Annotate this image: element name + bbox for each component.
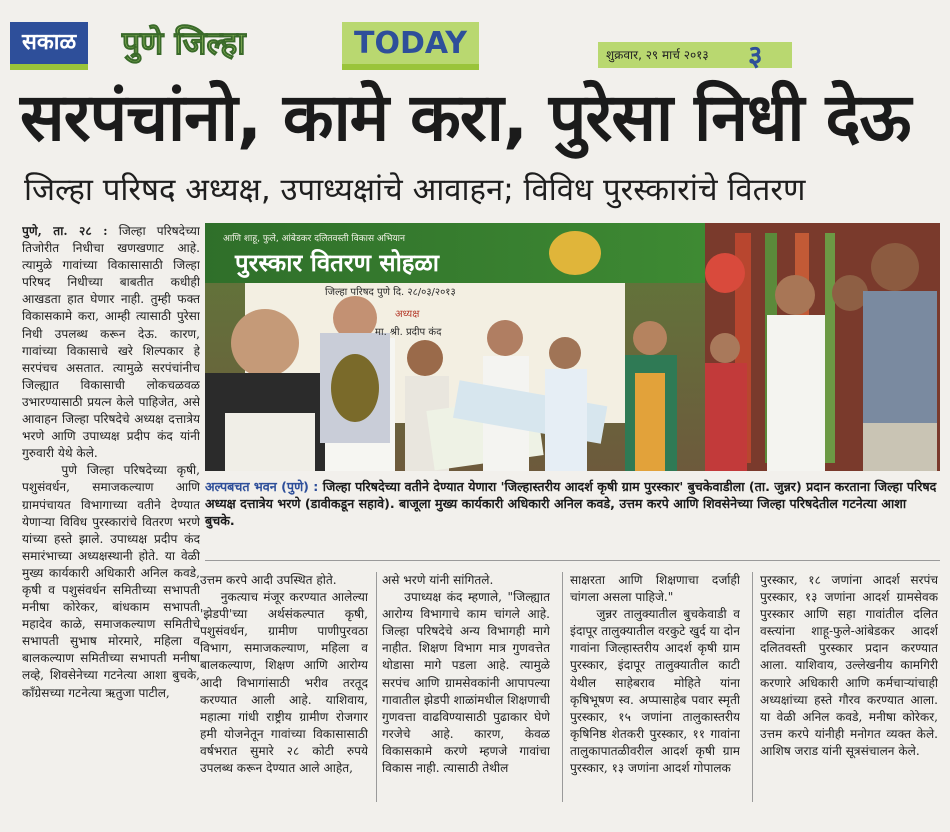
banner-chief-label: अध्यक्ष — [395, 309, 420, 320]
banner-chief-name: मा. श्री. प्रदीप कंद — [375, 327, 442, 338]
brand-logo: सकाळ — [10, 22, 88, 70]
article-column-1-text: जिल्हा परिषदेच्या तिजोरीत निधीचा खणखणाट आहे. त्यामुळे गावांच्या विकासासाठी जिल्हा परिषद निधीच्या बाबतीत कधीही आखडता हात घेणार नाही. तुम्ही फक्त विकासकामे करा, आम्ही त्यासाठी पुरेसा निधी उपलब्ध करून देऊ. कारण, गावांच्या विकासाचे खरे शिल्पकार हे सरपंचच असतात. त्यामुळे सरपंचांनीच जिल्ह्यात विकासाची लोकचळवळ उभारण्यासाठी प्रयत्न केले पाहिजेत, असे आवाहन जिल्हा परिषदेचे अध्यक्ष दत्तात्रेय भरणे आणि उपाध्यक्ष प्रदीप कंद यांनी गुरुवारी येथे केले. पुणे जिल्हा परिषदेच्या कृषी, पशुसंवर्धन, समाजकल्याण आणि ग्रामपंचायत विभागाच्या वतीने देण्यात येणाऱ्या विविध पुरस्कारांचे वितरण भरणे यांच्या हस्ते झाले. उपाध्यक्ष प्रदीप कंद समारंभाच्या अध्यक्षस्थानी होते. या वेळी मुख्य कार्यकारी अधिकारी अनिल कवडे, कृषी व पशुसंवर्धन समितीच्या सभापती मनीषा कोरेकर, बांधकाम सभापती महादेव काळे, समाजकल्याण समितीचे सभापती सुभाष मोरमारे, महिला व बालकल्याण समितीच्या सभापती मनीषा लव्हे, शिवसेनेच्या गटनेत्या आशा बुचके, काँग्रेसच्या गटनेत्या ऋतुजा पाटील, — [22, 224, 200, 700]
caption-place: अल्पबचत भवन (पुणे) : — [205, 479, 319, 494]
banner-title: पुरस्कार वितरण सोहळा — [235, 249, 440, 277]
issue-date: शुक्रवार, २९ मार्च २०१३ — [598, 42, 792, 68]
headline: सरपंचांनो, कामे करा, पुरेसा निधी देऊ — [20, 79, 911, 156]
page-number: ३ — [748, 39, 763, 72]
article-column-4: साक्षरता आणि शिक्षणाचा दर्जाही चांगला असला पाहिजे." जुन्नर तालुक्यातील बुचकेवाडी व इंदापूर तालुक्यातील वरकुटे खुर्द या दोन गावांना जिल्हास्तरीय आदर्श कृषी ग्राम पुरस्कार, इंदापूर तालुक्यातील काटी येथील साहेबराव मोहिते यांना कृषिभूषण स्व. अप्पासाहेब पवार स्मृती पुरस्कार, १५ जणांना तालुकास्तरीय कृषिनिष्ठ शेतकरी पुरस्कार, ११ गावांना तालुकापातळीवरील आदर्श कृषी ग्राम पुरस्कार, १३ जणांना आदर्श गोपालक — [570, 573, 740, 776]
event-photo — [205, 223, 940, 471]
article-dateline: पुणे, ता. २८ : — [22, 224, 108, 238]
photo-caption — [205, 478, 940, 529]
banner-subtitle: जिल्हा परिषद पुणे दि. २८/०३/२०१३ — [325, 287, 456, 298]
column-divider — [562, 572, 563, 802]
column-divider — [376, 572, 377, 802]
article-column-5: पुरस्कार, १८ जणांना आदर्श सरपंच पुरस्कार, १३ जणांना आदर्श ग्रामसेवक पुरस्कार आणि सहा गावांतील दलित वस्त्यांना शाहू-फुले-आंबेडकर आदर्श दलितवस्ती पुरस्कार प्रदान करण्यात आला. याशिवाय, उल्लेखनीय कामगिरी करणारे अधिकारी आणि कर्मचाऱ्यांचाही अध्यक्षांच्या हस्ते गौरव करण्यात आला. या वेळी अनिल कवडे, मनीषा कोरेकर, उत्तम करपे यांनीही मनोगत व्यक्त केले. आशिष जराड यांनी सूत्रसंचालन केले. — [760, 573, 938, 758]
banner-top-text: आणि शाहू, फुले, आंबेडकर दलितवस्ती विकास अभियान — [223, 234, 405, 244]
column-divider — [752, 572, 753, 802]
edition-title: पुणे जिल्हा — [122, 24, 246, 62]
event-photo-illustration — [205, 223, 940, 471]
article-column-3: असे भरणे यांनी सांगितले. उपाध्यक्ष कंद म्हणाले, "जिल्ह्यात आरोग्य विभागाचे काम चांगले आहे. जिल्हा परिषदेचे अन्य विभागही मागे नाहीत. शिक्षण विभाग मात्र गुणवत्तेत थोडासा मागे पडला आहे. त्यामुळे सरपंच आणि ग्रामसेवकांनी आपापल्या गावातील झेडपी शाळांमधील शिक्षणाची गुणवत्ता वाढविण्यासाठी पुढाकार घेणे गरजेचे आहे. कारण, केवळ विकासकामे करणे म्हणजे गावांचा विकास नाही. त्यासाठी तेथील — [382, 573, 550, 776]
subheadline: जिल्हा परिषद अध्यक्ष, उपाध्यक्षांचे आवाहन; विविध पुरस्कारांचे वितरण — [24, 172, 806, 208]
today-label: TODAY — [342, 22, 479, 70]
caption-text: जिल्हा परिषदेच्या वतीने देण्यात येणारा 'जिल्हास्तरीय आदर्श कृषी ग्राम पुरस्कार' बुचकेवाडीला (ता. जुन्नर) प्रदान करताना जिल्हा परिषद अध्यक्ष दत्तात्रेय भरणे (डावीकडून सहावे). बाजूला मुख्य कार्यकारी अधिकारी अनिल कवडे, उत्तम करपे आणि शिवसेनेच्या जिल्हा परिषदेतील गटनेत्या आशा बुचके. — [205, 479, 937, 528]
masthead — [10, 22, 940, 74]
article-column-1 — [22, 223, 200, 815]
caption-divider — [205, 560, 940, 561]
article-column-2: उत्तम करपे आदी उपस्थित होते. नुकत्याच मंजूर करण्यात आलेल्या 'झेडपी'च्या अर्थसंकल्पात कृषी, पशुसंवर्धन, ग्रामीण पाणीपुरवठा विभाग, समाजकल्याण, महिला व बालकल्याण, शिक्षण आणि आरोग्य आदी विभागांसाठी भरीव तरतूद करण्यात आली आहे. याशिवाय, महात्मा गांधी राष्ट्रीय ग्रामीण रोजगार हमी योजनेतून गावांच्या विकासासाठी वर्षभरात सुमारे २८ कोटी रुपये उपलब्ध करून देण्यात आले आहेत, — [200, 573, 368, 776]
